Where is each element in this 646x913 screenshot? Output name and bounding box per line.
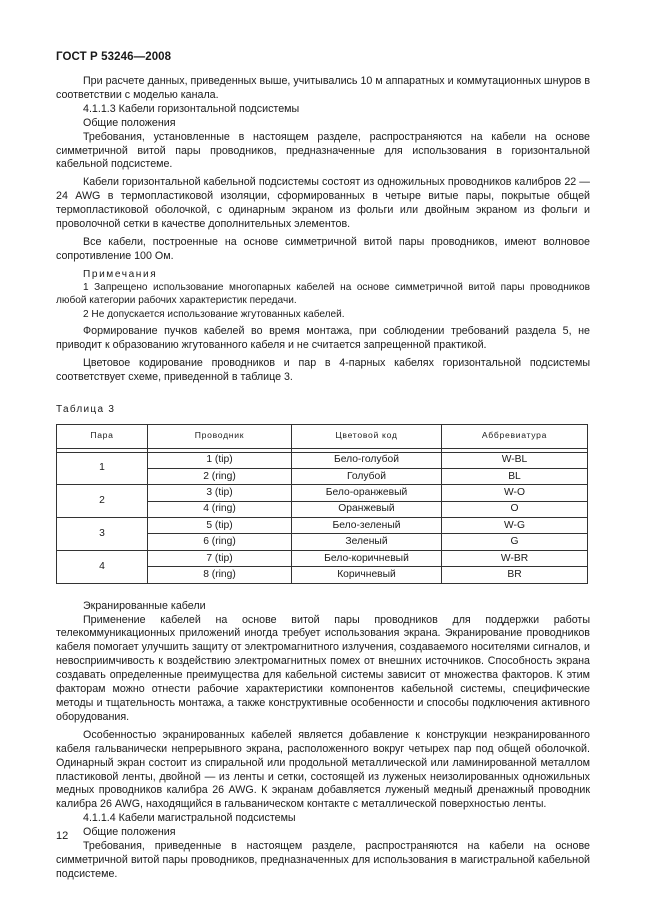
abbreviation-cell: O <box>442 501 588 517</box>
column-header: Цветовой код <box>292 424 442 448</box>
conductor-cell: 8 (ring) <box>148 567 292 583</box>
abbreviation-cell: W-G <box>442 518 588 534</box>
color-code-table <box>56 424 588 584</box>
conductor-cell: 3 (tip) <box>148 485 292 501</box>
page-number: 12 <box>56 830 69 842</box>
subsection-heading: Общие положения <box>83 116 176 129</box>
document-header: ГОСТ Р 53246—2008 <box>56 51 172 63</box>
abbreviation-cell: G <box>442 534 588 550</box>
paragraph: Цветовое кодирование проводников и пар в 4-парных кабелях горизонтальной подсистемы соответствует схеме, приведенной в таблице 3. <box>56 356 590 383</box>
conductor-cell: 4 (ring) <box>148 501 292 517</box>
column-header: Пара <box>57 424 148 448</box>
color-code-cell: Голубой <box>292 468 442 484</box>
table-row <box>57 550 588 566</box>
table-row <box>57 452 588 468</box>
table-header-row <box>57 424 588 448</box>
pair-number-cell: 2 <box>57 485 148 518</box>
table-row <box>57 518 588 534</box>
column-header: Проводник <box>148 424 292 448</box>
paragraph: Все кабели, построенные на основе симметричной витой пары проводников, имеют волновое сопротивление 100 Ом. <box>56 235 590 262</box>
column-header: Аббревиатура <box>442 424 588 448</box>
pair-number-cell: 3 <box>57 518 148 551</box>
paragraph: Кабели горизонтальной кабельной подсистемы состоят из одножильных проводников калибров 22 — 24 AWG в термопластиковой изоляции, сформированных в четыре витые пары, покрытые общей термопластиковой оболочкой, с одинарным экраном из фольги или двойным экраном из фольги и проволочной сетки в качестве дополнительных элементов. <box>56 176 590 231</box>
abbreviation-cell: W-BL <box>442 452 588 468</box>
color-code-cell: Бело-голубой <box>292 452 442 468</box>
conductor-cell: 6 (ring) <box>148 534 292 550</box>
conductor-cell: 7 (tip) <box>148 550 292 566</box>
page-body <box>56 75 590 882</box>
abbreviation-cell: BL <box>442 468 588 484</box>
conductor-cell: 2 (ring) <box>148 468 292 484</box>
paragraph: При расчете данных, приведенных выше, учитывались 10 м аппаратных и коммутационных шнуров в соответствии с моделью канала. <box>56 75 590 101</box>
subsection-heading: Общие положения <box>83 826 176 839</box>
paragraph: Формирование пучков кабелей во время монтажа, при соблюдении требований раздела 5, не приводит к образованию жгутованного кабеля и не считается запрещенной практикой. <box>56 324 590 351</box>
paragraph: Требования, приведенные в настоящем разделе, распространяются на кабели на основе симметричной витой пары проводников, предназначенных для использования в магистральной кабельной подсистеме. <box>56 840 590 880</box>
pair-number-cell: 1 <box>57 452 148 485</box>
abbreviation-cell: BR <box>442 567 588 583</box>
color-code-cell: Оранжевый <box>292 501 442 517</box>
table-caption: Таблица 3 <box>56 403 116 415</box>
conductor-cell: 1 (tip) <box>148 452 292 468</box>
color-code-cell: Коричневый <box>292 567 442 583</box>
color-code-cell: Бело-зеленый <box>292 518 442 534</box>
pair-number-cell: 4 <box>57 550 148 583</box>
section-heading: 4.1.1.3 Кабели горизонтальной подсистемы <box>83 102 300 115</box>
color-code-cell: Зеленый <box>292 534 442 550</box>
abbreviation-cell: W-BR <box>442 550 588 566</box>
subsection-heading: Экранированные кабели <box>83 599 206 612</box>
abbreviation-cell: W-O <box>442 485 588 501</box>
note: 1 Запрещено использование многопарных кабелей на основе симметричной витой пары проводников любой категории рабочих характеристик передачи. <box>56 282 590 307</box>
paragraph: Требования, установленные в настоящем разделе, распространяются на кабели на основе симметричной витой пары проводников, предназначенные для использования в горизонтальной кабельной подсистеме. <box>56 130 590 171</box>
section-heading: 4.1.1.4 Кабели магистральной подсистемы <box>83 812 296 825</box>
paragraph: Особенностью экранированных кабелей является добавление к конструкции неэкранированного кабеля гальванически непрерывного экрана, расположенного вокруг четырех пар под общей оболочкой. Одинарный экран состоит из спиральной или продольной металлической или ламинированной металлом пластиковой ленты, двойной — из ленты и сетки, состоящей из луженых неизолированных одножильных медных проводников калибра 26 AWG. К экранам добавляется луженый медный дренажный проводник калибра 26 AWG, находящийся в гальваническом контакте с металлической поверхностью ленты. <box>56 728 590 811</box>
color-code-cell: Бело-оранжевый <box>292 485 442 501</box>
table-row <box>57 485 588 501</box>
note: 2 Не допускается использование жгутованных кабелей. <box>83 308 345 320</box>
conductor-cell: 5 (tip) <box>148 518 292 534</box>
color-code-cell: Бело-коричневый <box>292 550 442 566</box>
paragraph: Применение кабелей на основе витой пары проводников для поддержки работы телекоммуникационных приложений иногда требует использования экрана. Экранирование проводников кабеля помогает улучшить защиту от электромагнитного излучения, создаваемого носителями сигналов, и невосприимчивость к воздействию электромагнитных помех от внешних источников. Способность экрана создавать определенные преимущества для кабельной системы зависит от множества факторов. К этим факторам можно отнести рабочие характеристики компонентов кабельной системы, специфические методы и тщательность монтажа, а также конструктивные особенности и способы подключения активного оборудования. <box>56 613 590 723</box>
notes-title: Примечания <box>83 268 158 280</box>
